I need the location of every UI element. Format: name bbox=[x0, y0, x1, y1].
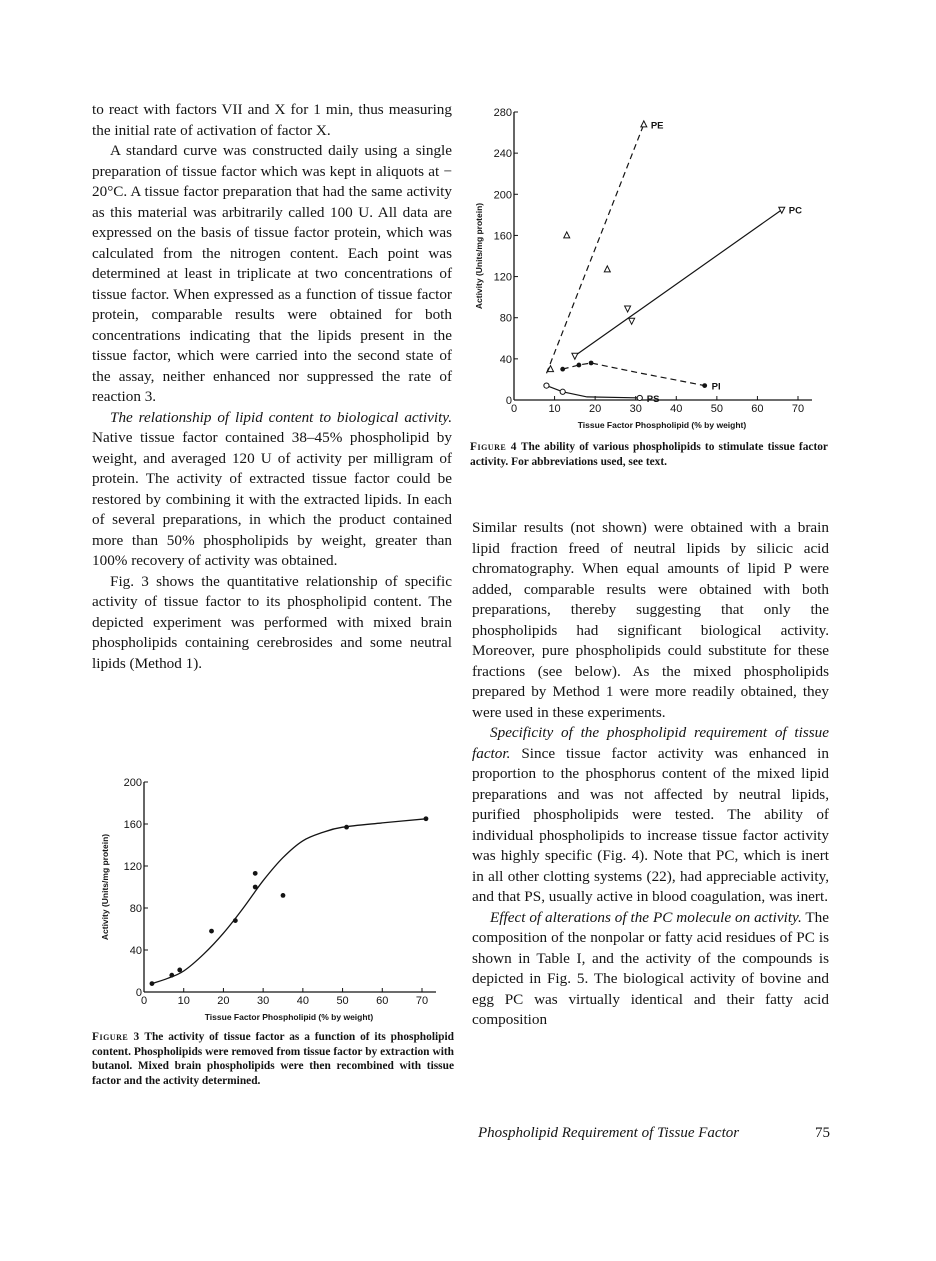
data-point bbox=[233, 918, 238, 923]
y-tick-label: 120 bbox=[493, 271, 512, 284]
x-tick-label: 20 bbox=[217, 995, 230, 1007]
figure4-caption bbox=[470, 440, 828, 469]
series-label-pe: PE bbox=[650, 120, 664, 132]
x-tick-label: 20 bbox=[589, 403, 602, 415]
x-tick-label: 60 bbox=[376, 995, 389, 1007]
right-paragraph bbox=[472, 908, 829, 1031]
series-label-ps: PS bbox=[646, 393, 660, 405]
data-point bbox=[424, 816, 429, 821]
x-tick-label: 40 bbox=[670, 403, 683, 415]
section-runin-heading: The relationship of lipid content to biological activity. bbox=[110, 408, 452, 426]
paragraph-text: Native tissue factor contained 38–45% phospholipid by weight, and averaged 120 U of activity per milligram of protein. The activity of extracted tissue factor could be restored by combining it with the extracted lipids. In each of several preparations, in which the product contained more than 50% phospholipids by weight, greater than 100% recovery of activity was obtained. bbox=[92, 429, 452, 569]
section-runin-heading: Specificity of the phospholipid requirement of tissue factor. bbox=[472, 724, 829, 762]
y-axis-label: Activity (Units/mg protein) bbox=[100, 833, 110, 941]
y-axis-label: Activity (Units/mg protein) bbox=[474, 202, 484, 310]
section-runin-heading: Effect of alterations of the PC molecule on activity. bbox=[490, 908, 802, 926]
x-tick-label: 70 bbox=[415, 995, 429, 1007]
y-tick-label: 80 bbox=[129, 903, 142, 915]
x-tick-label: 0 bbox=[140, 995, 148, 1007]
y-tick-label: 40 bbox=[129, 945, 142, 957]
data-point bbox=[150, 981, 155, 986]
y-tick-label: 200 bbox=[123, 777, 142, 789]
paragraph-text: A standard curve was constructed daily using a single preparation of tissue factor which was kept in aliquots at − 20°C. A tissue factor preparation that had the same activity as this material was arbitrarily called 100 U. All data are expressed on the basis of tissue factor protein, which was calculated from the nitrogen content. Each point was determined at least in triplicate at two concentrations of tissue factor. When expressed as a function of tissue factor protein, comparable results were obtained for both concentrations indicating that the lipids present in the tissue factor, which were carried into the second state of the assay, neither enhanced nor suppressed the rate of reaction 3. bbox=[92, 142, 452, 405]
data-point-triangle bbox=[604, 266, 610, 272]
x-tick-label: 50 bbox=[710, 403, 723, 415]
y-tick-label: 0 bbox=[135, 987, 142, 999]
x-tick-label: 10 bbox=[177, 995, 190, 1007]
series-line-pc bbox=[575, 210, 782, 356]
paragraph-text: The composition of the nonpolar or fatty acid residues of PC is shown in Table I, and the activity of the compounds is depicted in Fig. 5. The biological activity of bovine and egg PC was virtually identical and their fatty acid composition bbox=[472, 908, 829, 1028]
data-point-inverted-triangle bbox=[625, 306, 631, 312]
y-tick-label: 160 bbox=[493, 230, 512, 243]
x-axis-label: Tissue Factor Phospholipid (% by weight) bbox=[577, 420, 747, 430]
data-point-open-circle bbox=[560, 389, 565, 394]
y-tick-label: 120 bbox=[123, 861, 142, 873]
paragraph-text: to react with factors VII and X for 1 min, thus measuring the initial rate of activation of factor X. bbox=[92, 101, 452, 139]
y-tick-label: 0 bbox=[505, 395, 512, 407]
data-point bbox=[344, 825, 349, 830]
data-point-triangle bbox=[564, 232, 570, 238]
fit-curve bbox=[152, 819, 426, 984]
data-point-triangle bbox=[641, 121, 647, 127]
paragraph-text: Since tissue factor activity was enhanced in proportion to the phosphorus content of the mixed lipid preparations and was not affected by neutral lipids, purified phospholipids were tested. The ability of individual phospholipids to increase tissue factor activity was highly specific (Fig. 4). Note that PC, which is inert in all other clotting systems (22), had appreciable activity, and that PS, usually active in blood coagulation, was inert. bbox=[472, 744, 829, 905]
paragraph-text: Fig. 3 shows the quantitative relationship of specific activity of tissue factor to its phospholipid content. The depicted experiment was performed with mixed brain phospholipids containing cerebrosides and some neutral lipids (Method 1). bbox=[92, 572, 452, 672]
x-tick-label: 0 bbox=[510, 403, 518, 415]
right-column-text bbox=[472, 518, 829, 1031]
series-label-pi: PI bbox=[711, 381, 721, 393]
right-paragraph bbox=[472, 723, 829, 908]
series-label-pc: PC bbox=[788, 205, 802, 217]
running-title: Phospholipid Requirement of Tissue Factor bbox=[478, 1125, 740, 1141]
y-tick-label: 40 bbox=[499, 353, 512, 366]
series-line-pe bbox=[547, 124, 644, 373]
left-paragraph bbox=[92, 100, 452, 141]
paragraph-text: Similar results (not shown) were obtained with a brain lipid fraction freed of neutral lipids by silicic acid chromatography. When equal amounts of lipid P were added, comparable results were obtained with both preparations, thereby suggesting that only the phospholipids had significant biological activity. Moreover, pure phospholipids could substitute for these fractions (see below). As the mixed phospholipids prepared by Method 1 were more readily obtained, they were used in these experiments. bbox=[472, 519, 829, 721]
data-point bbox=[253, 871, 258, 876]
data-point-inverted-triangle bbox=[629, 318, 635, 324]
page-number: 75 bbox=[815, 1125, 830, 1141]
figure3-label: Figure 3 bbox=[92, 1031, 140, 1043]
x-tick-label: 10 bbox=[548, 403, 561, 415]
data-point bbox=[702, 383, 707, 388]
figure4-chart bbox=[474, 104, 824, 434]
data-point-open-circle bbox=[544, 383, 549, 388]
x-tick-label: 30 bbox=[257, 995, 270, 1007]
figure4-caption-text: The ability of various phospholipids to stimulate tissue factor activity. For abbreviations used, see text. bbox=[470, 441, 828, 468]
right-paragraph bbox=[472, 518, 829, 723]
left-column-text bbox=[92, 100, 452, 674]
y-tick-label: 80 bbox=[499, 312, 512, 325]
x-tick-label: 50 bbox=[336, 995, 349, 1007]
data-point bbox=[169, 973, 174, 978]
y-tick-label: 160 bbox=[123, 819, 142, 831]
data-point bbox=[177, 968, 182, 973]
x-axis-label: Tissue Factor Phospholipid (% by weight) bbox=[204, 1012, 374, 1022]
data-point-open-circle bbox=[637, 395, 642, 400]
data-point bbox=[577, 363, 582, 368]
figure3-chart bbox=[100, 774, 440, 1026]
data-point bbox=[209, 929, 214, 934]
series-line-pi bbox=[563, 363, 705, 386]
x-tick-label: 40 bbox=[296, 995, 309, 1007]
left-paragraph bbox=[92, 141, 452, 408]
x-tick-label: 30 bbox=[629, 403, 642, 415]
data-point bbox=[560, 367, 565, 372]
left-paragraph bbox=[92, 572, 452, 675]
data-point-inverted-triangle bbox=[779, 207, 785, 213]
data-point bbox=[281, 893, 286, 898]
figure4-label: Figure 4 bbox=[470, 441, 518, 453]
data-point bbox=[253, 885, 258, 890]
y-tick-label: 240 bbox=[493, 148, 512, 161]
left-paragraph bbox=[92, 408, 452, 572]
x-tick-label: 70 bbox=[791, 403, 805, 415]
data-point bbox=[589, 361, 594, 366]
data-point-inverted-triangle bbox=[572, 353, 578, 359]
y-tick-label: 200 bbox=[493, 189, 512, 202]
page-footer bbox=[478, 1125, 830, 1142]
figure3-caption-text: The activity of tissue factor as a function of its phospholipid content. Phospholipids were removed from tissue factor by extraction with butanol. Mixed brain phospholipids were then recombined with tissue factor and the activity determined. bbox=[92, 1031, 454, 1087]
x-tick-label: 60 bbox=[751, 403, 764, 415]
y-tick-label: 280 bbox=[493, 107, 512, 119]
figure3-caption bbox=[92, 1030, 454, 1088]
